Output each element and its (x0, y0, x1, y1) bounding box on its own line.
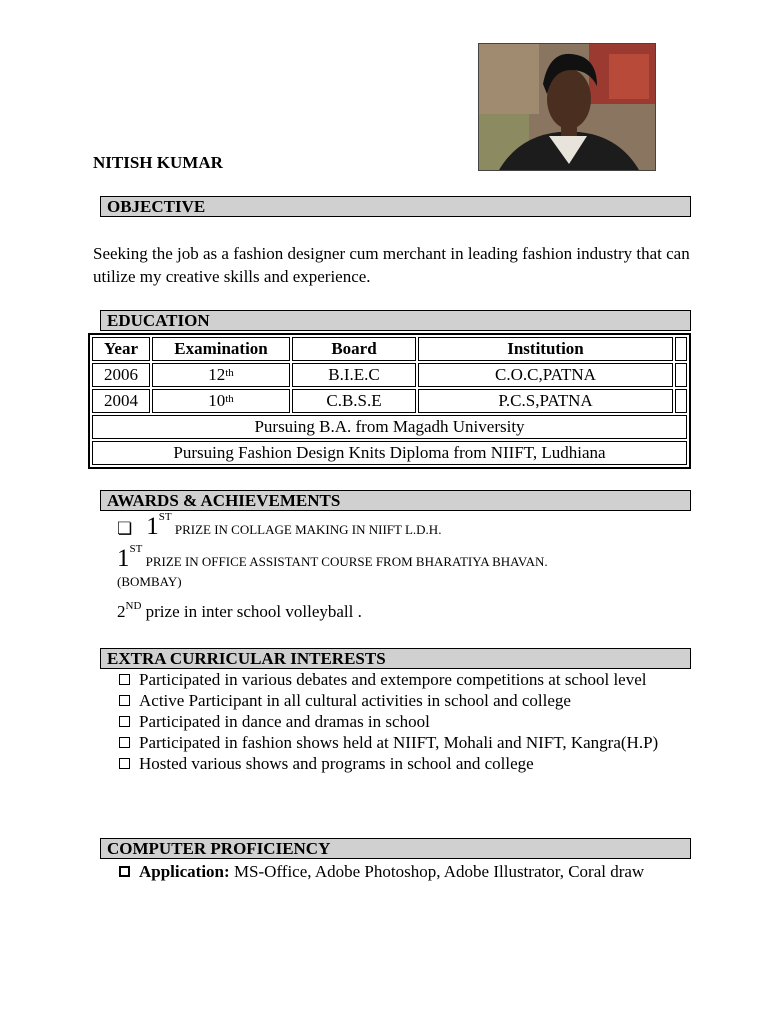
column-header-board: Board (292, 337, 416, 361)
checkbox-bullet-icon (119, 716, 130, 727)
section-extra-curricular-header: EXTRA CURRICULAR INTERESTS (100, 648, 691, 669)
table-row (92, 415, 687, 439)
table-row (92, 389, 687, 413)
list-item: Participated in fashion shows held at NIIFT, Mohali and NIFT, Kangra(H.P) (117, 732, 677, 753)
checkbox-bullet-icon (119, 758, 130, 769)
cell-institution: P.C.S,PATNA (418, 389, 673, 413)
cell-institution: C.O.C,PATNA (418, 363, 673, 387)
cell-examination: 10th (152, 389, 290, 413)
checkbox-bullet-icon (119, 674, 130, 685)
table-spacer-cell (675, 363, 687, 387)
list-item: Participated in dance and dramas in school (117, 711, 677, 732)
education-note: Pursuing Fashion Design Knits Diploma from NIIFT, Ludhiana (92, 441, 687, 465)
checkbox-bullet-icon: ❏ (117, 519, 133, 538)
award-item: 1ST PRIZE IN OFFICE ASSISTANT COURSE FROM BHARATIYA BHAVAN. (117, 543, 548, 572)
list-item: Active Participant in all cultural activities in school and college (117, 690, 677, 711)
objective-text: Seeking the job as a fashion designer cum merchant in leading fashion industry that can utilize my creative skills and experience. (93, 244, 690, 286)
list-item: Application: MS-Office, Adobe Photoshop, Adobe Illustrator, Coral draw (117, 861, 677, 882)
section-objective-header: OBJECTIVE (100, 196, 691, 217)
table-spacer-cell (675, 389, 687, 413)
list-item: Hosted various shows and programs in school and college (117, 753, 677, 774)
section-awards-header: AWARDS & ACHIEVEMENTS (100, 490, 691, 511)
table-row (92, 441, 687, 465)
award-item-continued: (BOMBAY) (117, 574, 182, 589)
cell-examination: 12th (152, 363, 290, 387)
column-header-institution: Institution (418, 337, 673, 361)
table-header-row (92, 337, 687, 361)
checkbox-bullet-icon (119, 737, 130, 748)
section-computer-proficiency-header: COMPUTER PROFICIENCY (100, 838, 691, 859)
cell-year: 2004 (92, 389, 150, 413)
column-header-examination: Examination (152, 337, 290, 361)
profile-photo (478, 43, 656, 171)
award-item: ❏ 1ST PRIZE IN COLLAGE MAKING IN NIIFT L.D.H. (117, 511, 442, 540)
list-item: Participated in various debates and extempore competitions at school level (117, 669, 677, 690)
cell-board: C.B.S.E (292, 389, 416, 413)
computer-proficiency-list (117, 861, 677, 882)
education-table (88, 333, 691, 469)
checkbox-bullet-icon (119, 866, 130, 877)
cell-year: 2006 (92, 363, 150, 387)
section-education-header: EDUCATION (100, 310, 691, 331)
award-item: 2ND prize in inter school volleyball . (117, 600, 362, 621)
column-header-year: Year (92, 337, 150, 361)
table-spacer-cell (675, 337, 687, 361)
table-row (92, 363, 687, 387)
cell-board: B.I.E.C (292, 363, 416, 387)
extra-curricular-list (117, 669, 677, 774)
checkbox-bullet-icon (119, 695, 130, 706)
candidate-name: NITISH KUMAR (93, 153, 223, 172)
education-note: Pursuing B.A. from Magadh University (92, 415, 687, 439)
